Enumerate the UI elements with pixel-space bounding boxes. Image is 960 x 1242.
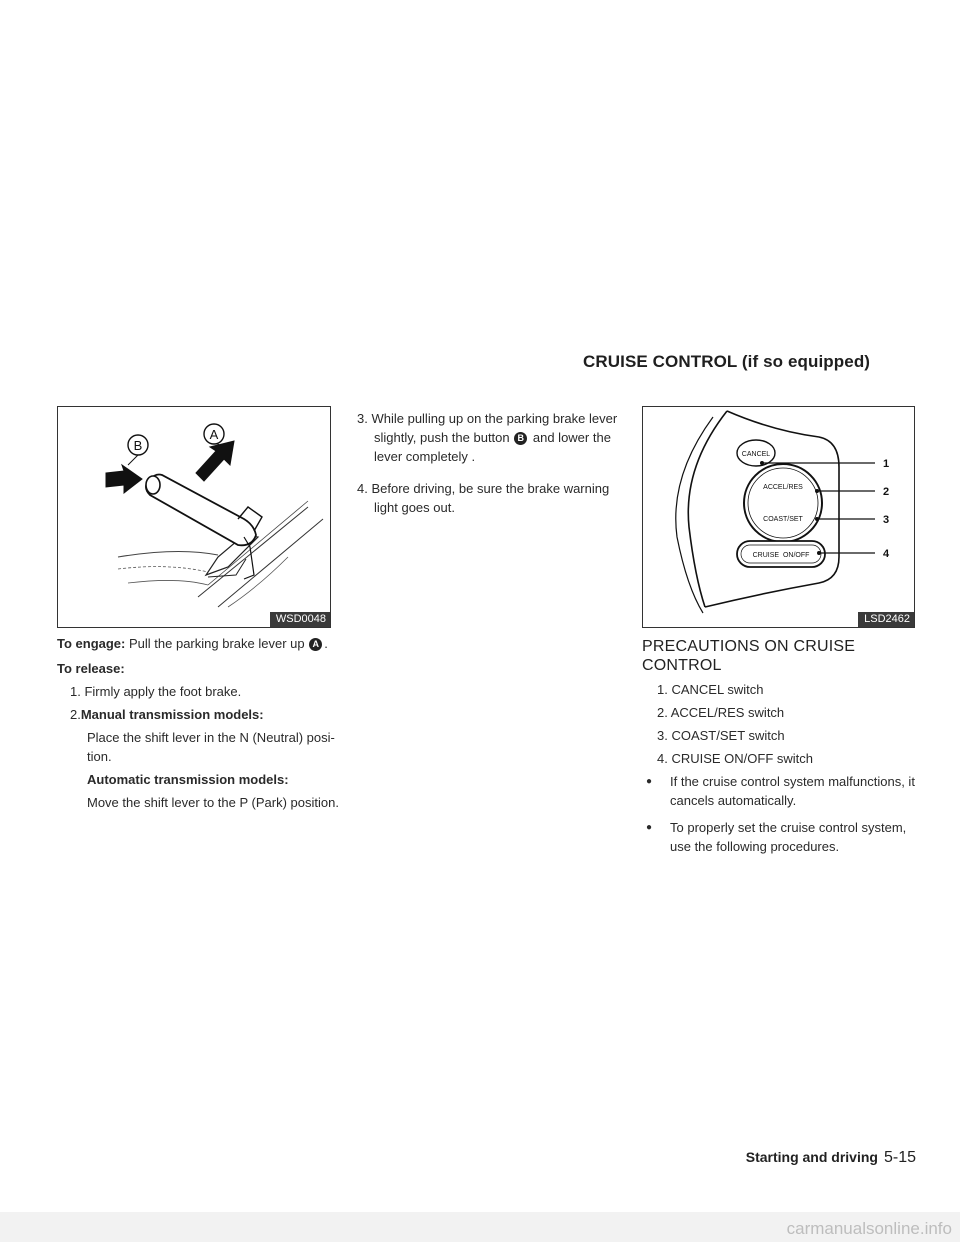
callout-4: 4 (883, 548, 890, 560)
bullet-icon: ● (646, 822, 653, 833)
manual-text-1: Place the shift lever in the N (Neutral) posi- (87, 730, 335, 745)
release-label: To release: (57, 661, 125, 676)
auto-text: Move the shift lever to the P (Park) position. (87, 795, 339, 810)
engage-end: . (324, 636, 328, 651)
manual-text-2: tion. (87, 749, 112, 764)
bullet-2-line-2: use the following procedures. (670, 839, 840, 854)
engage-line (57, 634, 337, 653)
step-number: 2. (70, 707, 81, 722)
step-number: 4. (357, 481, 368, 496)
callout-a-label: A (209, 427, 219, 442)
step-4 (357, 479, 639, 517)
switch-item-4: 4. CRUISE ON/OFF switch (657, 751, 814, 766)
manual-title: Manual transmission models: (80, 707, 264, 722)
release-step-1 (70, 682, 241, 701)
marker-b-icon: B (514, 432, 527, 445)
section-title: CRUISE CONTROL (if so equipped) (583, 352, 871, 371)
callout-1: 1 (883, 458, 890, 470)
bullet-1-line-1: If the cruise control system malfunctions, it (670, 774, 915, 789)
step-number: 1. (70, 684, 81, 699)
release-step-2 (70, 705, 264, 724)
auto-title: Automatic transmission models: (87, 772, 289, 787)
step-number: 3. (357, 411, 368, 426)
cruise-switch-illustration (643, 407, 914, 627)
bullet-1 (646, 772, 918, 810)
marker-a-icon: A (309, 638, 322, 651)
callout-3: 3 (883, 514, 890, 526)
engage-text: Pull the parking brake lever up (129, 636, 305, 651)
step-4-line-2: light goes out. (374, 500, 455, 515)
chapter-title: Starting and driving (745, 1149, 878, 1165)
step-3 (357, 409, 639, 466)
precautions-heading (642, 637, 855, 675)
figure-code: WSD0048 (270, 612, 330, 627)
heading-line-2: CONTROL (642, 657, 722, 674)
step-4-line-1: Before driving, be sure the brake warning (371, 481, 610, 496)
accel-res-label: ACCEL/RES (763, 484, 803, 491)
accel-coast-switch-shape (744, 464, 822, 542)
parking-brake-figure (57, 406, 331, 628)
page-footer (746, 1149, 916, 1167)
step-3-line-3: lever completely . (374, 449, 476, 464)
parking-brake-illustration (58, 407, 330, 627)
step-3-line-2a: slightly, push the button (374, 430, 510, 445)
step-3-line-2b: and lower the (532, 430, 611, 445)
figure-code: LSD2462 (858, 612, 914, 627)
cancel-button-label: CANCEL (741, 451, 771, 458)
bullet-2-line-1: To properly set the cruise control system, (670, 820, 907, 835)
watermark-text: carmanualsonline.info (786, 1219, 952, 1238)
switch-item-3: 3. COAST/SET switch (657, 728, 785, 743)
callout-b-label: B (133, 438, 143, 453)
coast-set-label: COAST/SET (763, 516, 803, 523)
switch-item-1: 1. CANCEL switch (657, 682, 764, 697)
step-3-line-1: While pulling up on the parking brake lever (371, 411, 618, 426)
step-text: Firmly apply the foot brake. (84, 684, 242, 699)
bullet-1-line-2: cancels automatically. (670, 793, 797, 808)
cruise-onoff-label: CRUISE ON/OFF (752, 552, 810, 559)
switch-item-2: 2. ACCEL/RES switch (657, 705, 785, 720)
bullet-icon: ● (646, 776, 653, 787)
bullet-2 (646, 818, 918, 856)
page-number: 5-15 (883, 1149, 916, 1166)
heading-line-1: PRECAUTIONS ON CRUISE (642, 638, 856, 655)
cruise-switch-figure (642, 406, 915, 628)
callout-2: 2 (883, 486, 890, 498)
engage-label: To engage: (57, 636, 126, 651)
